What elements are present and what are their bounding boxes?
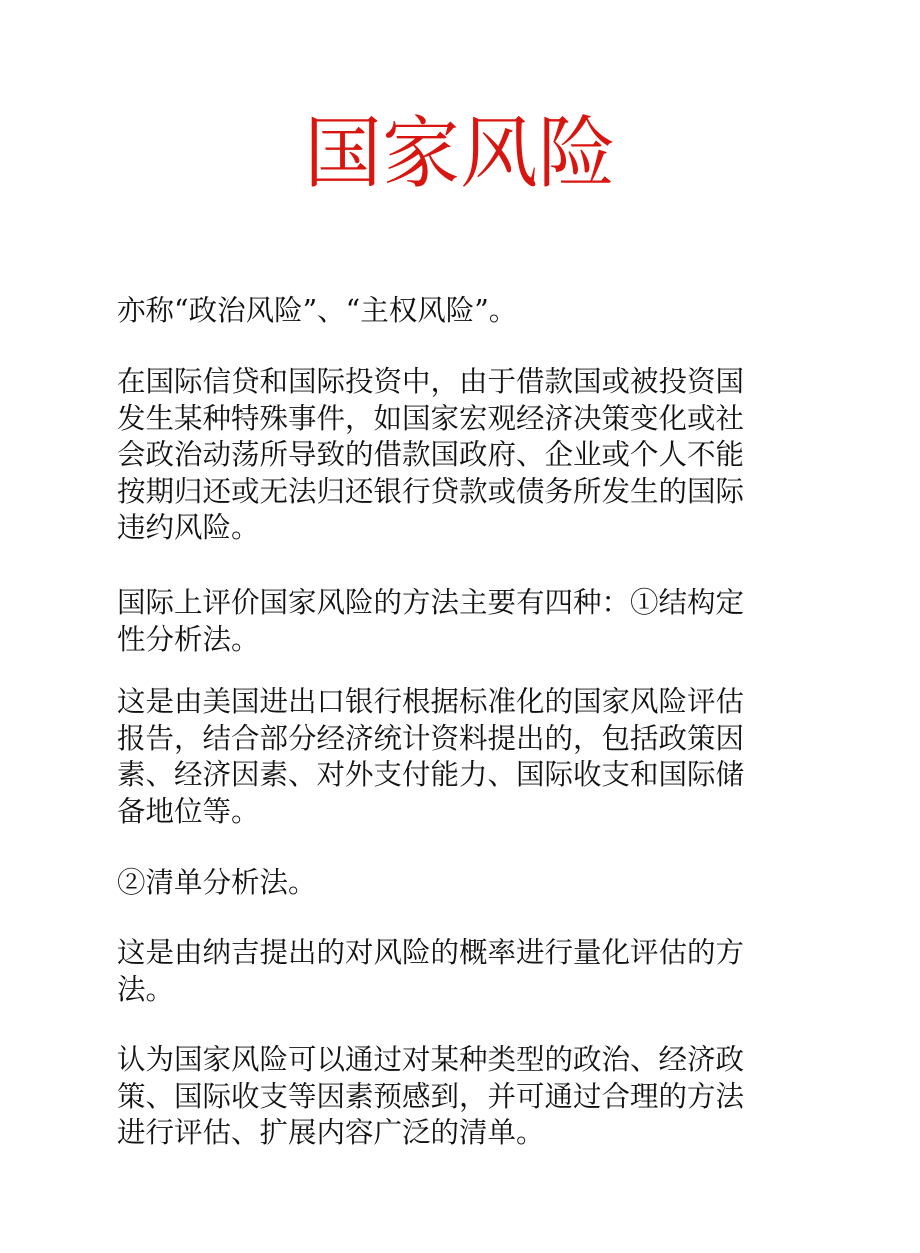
paragraph-method-2-origin: 这是由纳吉提出的对风险的概率进行量化评估的方法。 [117, 936, 745, 1006]
paragraph-method-2-detail: 认为国家风险可以通过对某种类型的政治、经济政策、国际收支等因素预感到，并可通过合理的方法进行评估、扩展内容广泛的清单。 [117, 1043, 745, 1149]
paragraph-methods-intro: 国际上评价国家风险的方法主要有四种：①结构定性分析法。 [117, 586, 745, 656]
page-title: 国家风险 [303, 109, 616, 199]
paragraph-method-2: ②清单分析法。 [117, 866, 317, 899]
paragraph-method-1-detail: 这是由美国进出口银行根据标准化的国家风险评估报告，结合部分经济统计资料提出的，包括政策因素、经济因素、对外支付能力、国际收支和国际储备地位等。 [117, 685, 745, 828]
paragraph-alias: 亦称“政治风险”、“主权风险”。 [117, 294, 518, 327]
paragraph-definition: 在国际信贷和国际投资中，由于借款国或被投资国发生某种特殊事件，如国家宏观经济决策变化或社会政治动荡所导致的借款国政府、企业或个人不能按期归还或无法归还银行贷款或债务所发生的国际违约风险。 [117, 365, 745, 544]
